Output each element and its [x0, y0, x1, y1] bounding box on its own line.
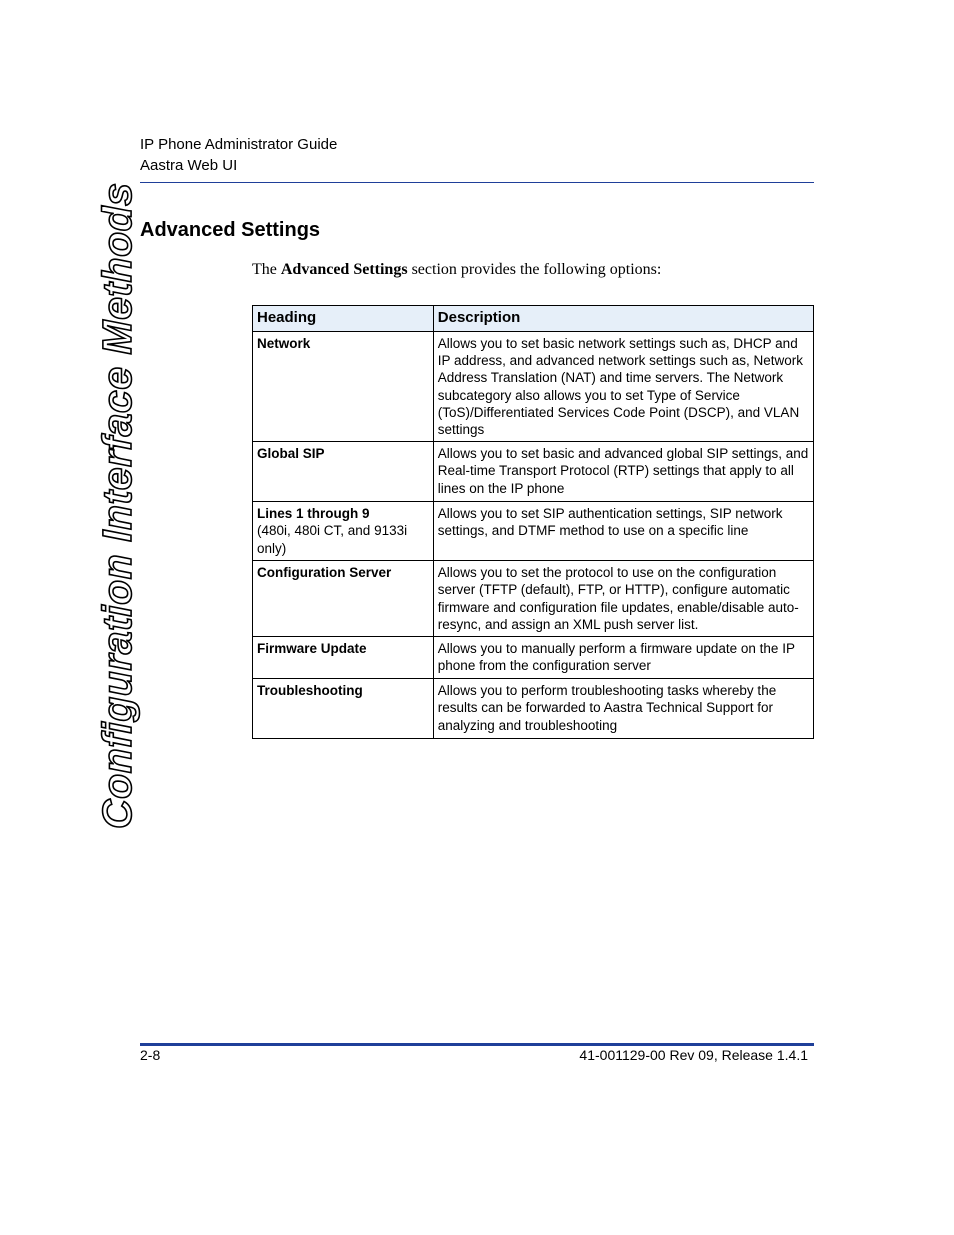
row-heading-cell — [253, 679, 434, 739]
row-heading: Global SIP — [257, 446, 325, 462]
table-row — [253, 442, 814, 502]
header-rule — [140, 182, 814, 183]
intro-paragraph — [252, 259, 661, 281]
table-header-row — [253, 306, 814, 332]
column-header-heading: Heading — [253, 306, 434, 332]
column-header-description: Description — [433, 306, 813, 332]
header-chapter-title: Aastra Web UI — [140, 157, 238, 174]
row-heading: Configuration Server — [257, 565, 392, 581]
header-guide-title: IP Phone Administrator Guide — [140, 136, 338, 153]
row-heading-note: (480i, 480i CT, and 9133i only) — [257, 523, 408, 556]
section-heading: Advanced Settings — [140, 219, 321, 241]
running-header — [140, 134, 337, 176]
row-heading: Firmware Update — [257, 641, 367, 657]
table-row — [253, 332, 814, 442]
row-heading: Lines 1 through 9 — [257, 506, 370, 522]
intro-text-bold: Advanced Settings — [280, 261, 408, 278]
row-description: Allows you to set basic and advanced global SIP settings, and Real-time Transport Protocol (RTP) settings that apply to all lines on the IP phone — [433, 442, 813, 502]
row-heading-cell — [253, 637, 434, 679]
table-row — [253, 502, 814, 561]
page-number: 2-8 — [140, 1047, 161, 1063]
row-description: Allows you to perform troubleshooting tasks whereby the results can be forwarded to Aastra Technical Support for analyzing and troubleshooting — [433, 679, 813, 739]
row-description: Allows you to manually perform a firmware update on the IP phone from the configuration server — [433, 637, 813, 679]
row-description: Allows you to set basic network settings such as, DHCP and IP address, and advanced network settings such as, Network Address Translation (NAT) and time servers. The Network subcategory also allows you to set Type of Service (ToS)/Differentiated Services Code Point (DSCP), and VLAN settings — [433, 332, 813, 442]
row-heading: Network — [257, 336, 311, 351]
row-description: Allows you to set SIP authentication settings, SIP network settings, and DTMF method to use on a specific line — [433, 502, 813, 561]
row-heading-cell — [253, 332, 434, 442]
advanced-settings-table — [252, 305, 814, 739]
intro-text-after: section provides the following options: — [407, 261, 662, 278]
table-row — [253, 637, 814, 679]
row-heading-cell — [253, 502, 434, 561]
side-chapter-title: Configuration Interface Methods — [94, 182, 140, 829]
row-heading: Troubleshooting — [257, 683, 363, 699]
document-id: 41-001129-00 Rev 09, Release 1.4.1 — [579, 1047, 808, 1063]
row-description: Allows you to set the protocol to use on the configuration server (TFTP (default), FTP, or HTTP), configure automatic firmware and configuration file updates, enable/disable auto-resync, and assign an XML push server list. — [433, 561, 813, 637]
row-heading-cell — [253, 442, 434, 502]
row-heading-cell — [253, 561, 434, 637]
table-row — [253, 561, 814, 637]
table-row — [253, 679, 814, 739]
intro-text-before: The — [252, 261, 281, 278]
